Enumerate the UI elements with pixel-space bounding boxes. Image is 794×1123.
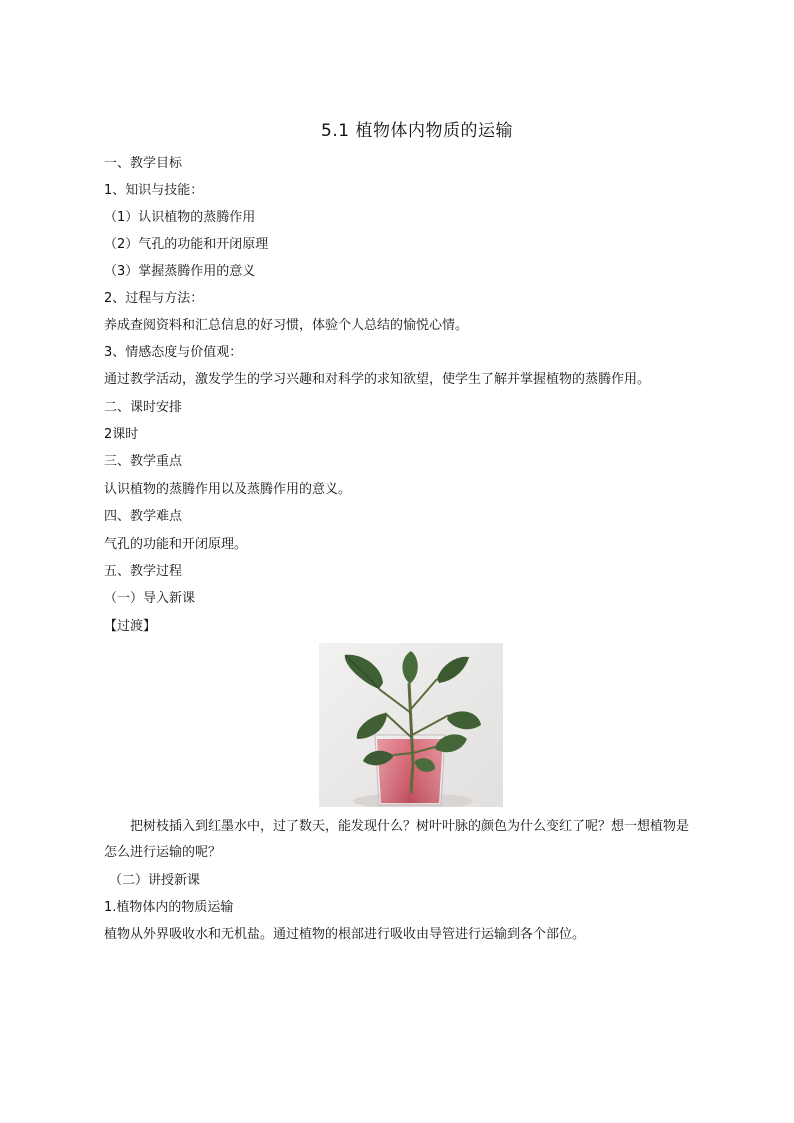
schedule-text: 2课时 [104,427,139,442]
objective-item-1: （1）认识植物的蒸腾作用 [104,210,256,225]
objective-item-2: （2）气孔的功能和开闭原理 [104,237,269,252]
lesson-topic-text: 植物从外界吸收水和无机盐。通过植物的根部进行吸收由导管进行运输到各个部位。 [104,927,586,942]
subsection-new-lesson [104,872,200,890]
subsection-new-lesson-text: （二）讲授新课 [109,873,201,888]
subsection-knowledge-skills: 1、知识与技能： [104,183,204,198]
lesson-topic-heading: 1.植物体内的物质运输 [104,900,234,915]
process-methods-text: 养成查阅资料和汇总信息的好习惯，体验个人总结的愉悦心情。 [104,318,469,333]
section-heading-process: 五、教学过程 [104,564,183,579]
subsection-emotion-values: 3、情感态度与价值观： [104,345,243,360]
plant-illustration [319,643,503,807]
emotion-values-text: 通过教学活动，激发学生的学习兴趣和对科学的求知欲望，使学生了解并掌握植物的蒸腾作用。 [104,372,651,387]
subsection-process-methods: 2、过程与方法： [104,291,204,306]
experiment-question-text: 把树枝插入到红墨水中，过了数天，能发现什么？树叶叶脉的颜色为什么变红了呢？想一想植物是怎么进行运输的呢？ [104,819,690,860]
section-heading-key-points: 三、教学重点 [104,454,183,469]
experiment-question-paragraph [104,814,694,866]
difficulties-text: 气孔的功能和开闭原理。 [104,537,248,552]
subsection-introduction: （一）导入新课 [104,591,196,606]
objective-item-3: （3）掌握蒸腾作用的意义 [104,264,256,279]
section-heading-objectives: 一、教学目标 [104,156,183,171]
section-heading-difficulties: 四、教学难点 [104,509,183,524]
page-title: 5.1 植物体内物质的运输 [321,121,513,141]
key-points-text: 认识植物的蒸腾作用以及蒸腾作用的意义。 [104,482,352,497]
plant-in-red-ink-photo [319,643,503,807]
transition-label: 【过渡】 [104,619,157,634]
section-heading-schedule: 二、课时安排 [104,400,183,415]
